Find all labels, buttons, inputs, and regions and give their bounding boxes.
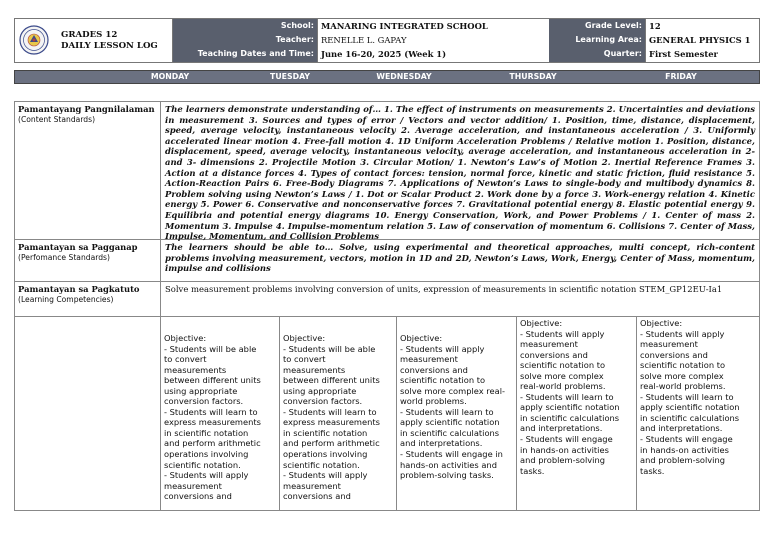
- objective-line: apply scientific notation: [520, 402, 620, 413]
- lesson-log-table: [14, 101, 760, 511]
- header-title: [61, 30, 158, 52]
- objective-line: - Students will learn to: [520, 391, 614, 402]
- objective-line: - Students will apply: [400, 343, 485, 354]
- teaching-dates-label: Teaching Dates and Time:: [173, 47, 317, 62]
- objective-line: scientific notation to: [520, 360, 606, 371]
- competencies-label-cell: [15, 282, 161, 317]
- objective-line: - Students will apply: [640, 328, 725, 339]
- objective-line: to convert: [283, 354, 326, 365]
- content-standards-label-cell: [15, 102, 161, 240]
- objective-line: Objective:: [164, 333, 207, 343]
- grades-label: GRADES 12: [61, 30, 118, 40]
- learning-area-value: GENERAL PHYSICS 1: [645, 33, 759, 47]
- school-label: School:: [173, 19, 317, 33]
- objective-line: tasks.: [640, 465, 665, 476]
- objective-lines-monday: [164, 333, 277, 502]
- objective-lines-wednesday: [400, 333, 514, 481]
- objective-line: conversion factors.: [283, 396, 363, 407]
- objective-line: - Students will apply: [164, 470, 249, 481]
- competencies-subtitle: (Learning Competencies): [18, 294, 114, 304]
- objective-line: conversion factors.: [164, 396, 244, 407]
- header-row-teacher: [173, 33, 759, 48]
- school-value: MANARING INTEGRATED SCHOOL: [317, 19, 549, 33]
- objectives-label-cell: [15, 317, 161, 510]
- objective-line: solve more complex: [640, 370, 724, 381]
- objective-lines-thursday: [520, 318, 634, 476]
- quarter-value: First Semester: [645, 47, 759, 62]
- objective-cell-friday: [636, 317, 758, 510]
- objective-line: measurement: [400, 354, 458, 365]
- objective-line: - Students will learn to: [400, 406, 494, 417]
- objective-line: - Students will apply: [283, 470, 368, 481]
- objective-line: in hands-on activities: [640, 444, 729, 455]
- objective-line: and problem-solving: [640, 455, 726, 466]
- objective-line: - Students will be able: [283, 343, 376, 354]
- teaching-dates-value: June 16-20, 2025 (Week 1): [317, 47, 549, 62]
- objective-cell-tuesday: [279, 317, 396, 510]
- objective-line: and perform arithmetic: [164, 438, 261, 449]
- objective-line: solve more complex real-: [400, 385, 505, 396]
- deped-seal-icon: [19, 25, 49, 55]
- competencies-text: Solve measurement problems involving conversion of units, expression of measurements in scientific notation STEM_GP12EU-Ia1: [161, 282, 759, 317]
- objective-line: Objective:: [283, 333, 326, 343]
- grade-level-value: 12: [645, 19, 759, 33]
- header-row-dates: [173, 47, 759, 62]
- objective-line: in scientific calculations: [640, 412, 740, 423]
- objective-line: world problems.: [400, 396, 467, 407]
- objective-cell-wednesday: [396, 317, 516, 510]
- objective-line: Objective:: [520, 318, 563, 328]
- objective-line: using appropriate: [164, 385, 238, 396]
- objective-lines-friday: [640, 318, 756, 476]
- content-standards-title: Pamantayang Pangnilalaman: [18, 104, 155, 114]
- objective-line: in scientific calculations: [520, 412, 620, 423]
- objective-line: problem-solving tasks.: [400, 470, 494, 481]
- performance-standards-subtitle: (Perfomance Standards): [18, 252, 110, 262]
- daily-lesson-log-label: DAILY LESSON LOG: [61, 41, 158, 51]
- header-row-school: [173, 19, 759, 34]
- objective-line: and perform arithmetic: [283, 438, 380, 449]
- objective-line: measurements: [164, 364, 227, 375]
- objective-line: between different units: [164, 375, 261, 386]
- objective-line: - Students will engage: [640, 434, 733, 445]
- objective-line: scientific notation.: [283, 459, 360, 470]
- objective-line: and interpretations.: [640, 423, 723, 434]
- objective-line: express measurements: [164, 417, 261, 428]
- objective-line: - Students will learn to: [283, 406, 377, 417]
- objective-line: conversions and: [283, 491, 351, 502]
- day-tuesday: TUESDAY: [270, 72, 310, 81]
- performance-standards-label-cell: [15, 240, 161, 282]
- objective-line: apply scientific notation: [640, 402, 740, 413]
- objective-line: real-world problems.: [640, 381, 726, 392]
- objective-lines-tuesday: [283, 333, 394, 502]
- objective-line: operations involving: [283, 449, 368, 460]
- learning-area-label: Learning Area:: [549, 33, 645, 47]
- objective-line: to convert: [164, 354, 207, 365]
- day-wednesday: WEDNESDAY: [376, 72, 432, 81]
- objective-line: in hands-on activities: [520, 444, 609, 455]
- objective-cell-monday: [161, 317, 279, 510]
- objective-line: - Students will learn to: [640, 391, 734, 402]
- objective-line: in scientific notation: [283, 427, 368, 438]
- objective-line: measurement: [520, 339, 578, 350]
- objective-line: measurement: [640, 339, 698, 350]
- performance-standards-text: The learners should be able to… Solve, using experimental and theoretical approaches, multi concept, rich-content problems involving measurement, vectors, motion in 1D and 2D, Newton’s Laws, Work, Energy, Center of Mass, momentum, impulse and collisions: [161, 240, 759, 282]
- objective-line: measurements: [283, 364, 346, 375]
- objective-line: measurement: [283, 480, 341, 491]
- objective-line: express measurements: [283, 417, 380, 428]
- objective-line: in scientific notation: [164, 427, 249, 438]
- objective-line: Objective:: [400, 333, 443, 343]
- objective-line: - Students will learn to: [164, 406, 258, 417]
- objective-line: solve more complex: [520, 370, 604, 381]
- objective-line: and problem-solving: [520, 455, 606, 466]
- weekday-header-bar: [14, 70, 760, 84]
- day-monday: MONDAY: [150, 72, 190, 81]
- content-standards-text: The learners demonstrate understanding of… 1. The effect of instruments on measurements 2. Uncertainties and deviations in measurement 3. Sources and types of error / Vectors and vector addition/ 1. Position, time, distance, displacement, speed, average velocity, instantaneous velocity 2. Average acceleration, and instantaneous acceleration / 3. Uniformly accelerated linear motion 4. Free-fall motion 4. 1D Uniform Acceleration Problems / Relative motion 1. Position, distance, displacement, speed, average velocity, instantaneous velocity, average acceleration, and instantaneous acceleration in 2- and 3- dimensions 2. Projectile Motion 3. Circular Motion/ 1. Newton’s Law’s of Motion 2. Inertial Reference Frames 3. Action at a distance forces 4. Types of contact forces: tension, normal force, kinetic and static friction, fluid resistance 5. Action-Reaction Pairs 6. Free-Body Diagrams 7. Applications of Newton’s Laws to single-body and multibody dynamics 8. Problem solving using Newton’s Laws / 1. Dot or Scalar Product 2. Work done by a force 3. Work-energy relation 4. Kinetic energy 5. Power 6. Conservative and nonconservative forces 7. Gravitational potential energy 8. Elastic potential energy 9. Equilibria and potential energy diagrams 10. Energy Conservation, Work, and Power Problems / 1. Center of mass 2. Momentum 3. Impulse 4. Impulse-momentum relation 5. Law of conservation of momentum 6. Collisions 7. Center of Mass, Impulse, Momentum, and Collision Problems: [161, 102, 759, 240]
- quarter-label: Quarter:: [549, 47, 645, 62]
- objective-line: operations involving: [164, 449, 249, 460]
- objective-line: using appropriate: [283, 385, 357, 396]
- objective-line: and interpretations.: [400, 438, 483, 449]
- objective-line: scientific notation.: [164, 459, 241, 470]
- dll-header: [14, 18, 760, 63]
- objective-line: in scientific calculations: [400, 427, 500, 438]
- objective-line: conversions and: [640, 349, 708, 360]
- teacher-label: Teacher:: [173, 33, 317, 47]
- objective-line: - Students will engage: [520, 434, 613, 445]
- grade-level-label: Grade Level:: [549, 19, 645, 33]
- objective-line: between different units: [283, 375, 380, 386]
- objective-line: - Students will be able: [164, 343, 257, 354]
- objective-line: real-world problems.: [520, 381, 606, 392]
- day-thursday: THURSDAY: [509, 72, 557, 81]
- header-title-cell: [15, 19, 173, 62]
- objective-line: - Students will apply: [520, 328, 605, 339]
- content-standards-subtitle: (Content Standards): [18, 114, 96, 124]
- objective-line: Objective:: [640, 318, 683, 328]
- objective-line: scientific notation to: [640, 360, 726, 371]
- competencies-title: Pamantayan sa Pagkatuto: [18, 284, 140, 294]
- objectives-row: [161, 317, 759, 510]
- objective-line: apply scientific notation: [400, 417, 500, 428]
- objective-line: measurement: [164, 480, 222, 491]
- objective-line: conversions and: [520, 349, 588, 360]
- objective-line: and interpretations.: [520, 423, 603, 434]
- objective-line: scientific notation to: [400, 375, 486, 386]
- objective-line: - Students will engage in: [400, 449, 503, 460]
- performance-standards-title: Pamantayan sa Pagganap: [18, 242, 138, 252]
- objective-line: tasks.: [520, 465, 545, 476]
- day-friday: FRIDAY: [665, 72, 697, 81]
- objective-line: conversions and: [164, 491, 232, 502]
- teacher-value: RENELLE L. GAPAY: [317, 33, 549, 47]
- objective-line: hands-on activities and: [400, 459, 497, 470]
- objective-cell-thursday: [516, 317, 636, 510]
- objective-line: conversions and: [400, 364, 468, 375]
